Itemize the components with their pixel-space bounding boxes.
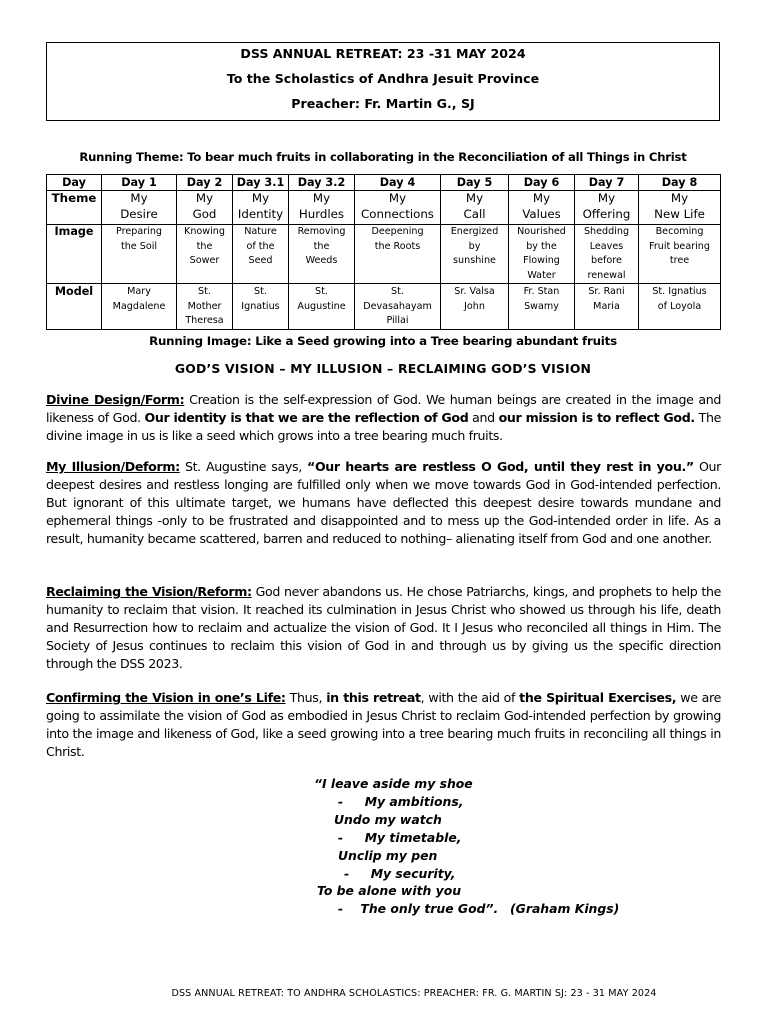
table-cell-theme: My God bbox=[177, 191, 233, 225]
table-cell-model: Sr. Rani Maria bbox=[575, 284, 639, 330]
table-cell-image: Removing the Weeds bbox=[289, 225, 355, 284]
paragraph-emphasis: the Spiritual Exercises, bbox=[519, 690, 677, 705]
table-cell-image: Becoming Fruit bearing tree bbox=[639, 225, 721, 284]
title-box bbox=[46, 42, 720, 121]
row-label-model: Model bbox=[47, 284, 102, 330]
table-row-image bbox=[47, 225, 721, 284]
running-theme: Running Theme: To bear much fruits in collaborating in the Reconciliation of all Things in Christ bbox=[79, 150, 687, 164]
table-cell-theme: My Call bbox=[441, 191, 509, 225]
poem-line: “I leave aside my shoe bbox=[314, 776, 473, 791]
table-cell-day: Day 8 bbox=[639, 175, 721, 191]
paragraph-text: The divine image in us is like a seed which grows into a tree bearing much fruits. bbox=[46, 410, 722, 444]
paragraph-text: Creation is the self-expression of God. We human beings are created in the image and likeness of God. bbox=[46, 392, 722, 426]
table-row-model bbox=[47, 284, 721, 330]
table-cell-image: Energized by sunshine bbox=[441, 225, 509, 284]
table-cell-model: St. Ignatius bbox=[233, 284, 289, 330]
poem-line: - My timetable, bbox=[338, 830, 462, 845]
table-cell-model: Fr. Stan Swamy bbox=[509, 284, 575, 330]
paragraph-text: Thus, bbox=[285, 690, 327, 705]
table-cell-day: Day 6 bbox=[509, 175, 575, 191]
table-cell-image: Shedding Leaves before renewal bbox=[575, 225, 639, 284]
table-cell-day: Day 4 bbox=[355, 175, 441, 191]
paragraph-emphasis: our mission is to reflect God. bbox=[498, 410, 695, 426]
augustine-quote: “Our hearts are restless O God, until they rest in you.” bbox=[307, 459, 694, 474]
table-cell-day: Day 3.1 bbox=[233, 175, 289, 191]
table-cell-theme: My Desire bbox=[102, 191, 177, 225]
paragraph-text: God never abandons us. He chose Patriarchs, kings, and prophets to help the humanity to reclaim that vision. It reached its culmination in Jesus Christ who showed us through his life, death and Resurrection how to reclaim and actualize the vision of God. It I Jesus who reconciled all things in Him. The Society of Jesus continues to reclaim this vision of God in and through us by giving us the specific direction through the DSS 2023. bbox=[46, 584, 721, 672]
poem-attribution: (Graham Kings) bbox=[510, 901, 620, 916]
table-row-day bbox=[47, 175, 721, 191]
table-cell-theme: My Values bbox=[509, 191, 575, 225]
table-cell-day: Day 1 bbox=[102, 175, 177, 191]
table-cell-image: Deepening the Roots bbox=[355, 225, 441, 284]
poem-line: Unclip my pen bbox=[338, 848, 438, 863]
table-cell-model: St. Augustine bbox=[289, 284, 355, 330]
paragraph-confirming bbox=[46, 689, 721, 761]
paragraph-text: Our deepest desires and restless longing are fulfilled only when we move towards God in God-intended perfection. But ignorant of this ultimate target, we humans have deflected this deepest desire towards mundane and ephemeral things -only to be frustrated and disappointed and to mess up the God-intended order in life. As a result, humanity became scattered, barren and reduced to nothing– alienating itself from God and one another. bbox=[46, 459, 721, 547]
poem-line: - The only true God”. bbox=[338, 901, 499, 916]
paragraph-heading: My Illusion/Deform: bbox=[46, 459, 180, 474]
paragraph-heading: Reclaiming the Vision/Reform: bbox=[46, 584, 252, 599]
poem-line: To be alone with you bbox=[317, 883, 462, 898]
table-cell-model: Sr. Valsa John bbox=[441, 284, 509, 330]
row-label-image: Image bbox=[47, 225, 102, 284]
table-cell-theme: My Connections bbox=[355, 191, 441, 225]
audience-line: To the Scholastics of Andhra Jesuit Province bbox=[226, 71, 540, 86]
paragraph-emphasis: in this retreat bbox=[326, 690, 421, 705]
paragraph-reclaiming bbox=[46, 583, 721, 673]
paragraph-text: and bbox=[468, 410, 499, 426]
poem-line: - My security, bbox=[344, 866, 456, 881]
section-title: GOD’S VISION – MY ILLUSION – RECLAIMING GOD’S VISION bbox=[174, 361, 592, 376]
table-cell-day: Day 7 bbox=[575, 175, 639, 191]
table-cell-theme: My Offering bbox=[575, 191, 639, 225]
table-cell-theme: My Hurdles bbox=[289, 191, 355, 225]
table-cell-day: Day 3.2 bbox=[289, 175, 355, 191]
paragraph-text: we are going to assimilate the vision of God as embodied in Jesus Christ to reclaim God-intended perfection by growing into the image and likeness of God, like a seed growing into a tree bearing much fruits in reconciling all things in Christ. bbox=[46, 690, 721, 760]
poem-line: Undo my watch bbox=[334, 812, 442, 827]
table-cell-image: Nourished by the Flowing Water bbox=[509, 225, 575, 284]
table-cell-image: Nature of the Seed bbox=[233, 225, 289, 284]
schedule-table bbox=[46, 174, 721, 330]
running-image: Running Image: Like a Seed growing into a Tree bearing abundant fruits bbox=[149, 334, 617, 348]
table-cell-image: Knowing the Sower bbox=[177, 225, 233, 284]
table-cell-image: Preparing the Soil bbox=[102, 225, 177, 284]
table-cell-model: St. Mother Theresa bbox=[177, 284, 233, 330]
table-cell-day: Day 5 bbox=[441, 175, 509, 191]
paragraph-divine-design bbox=[46, 391, 721, 445]
paragraph-heading: Divine Design/Form: bbox=[46, 392, 185, 407]
paragraph-emphasis: Our identity is that we are the reflection of God bbox=[144, 410, 469, 426]
table-cell-day: Day 2 bbox=[177, 175, 233, 191]
paragraph-my-illusion bbox=[46, 458, 721, 548]
table-cell-model: St. Ignatius of Loyola bbox=[639, 284, 721, 330]
page-footer: DSS ANNUAL RETREAT: TO ANDHRA SCHOLASTICS: PREACHER: FR. G. MARTIN SJ: 23 - 31 MAY 2024 bbox=[171, 988, 657, 999]
preacher-line: Preacher: Fr. Martin G., SJ bbox=[291, 96, 475, 111]
row-label-theme: Theme bbox=[47, 191, 102, 225]
paragraph-text: , with the aid of bbox=[420, 690, 520, 705]
paragraph-text: St. Augustine says, bbox=[179, 459, 308, 474]
paragraph-heading: Confirming the Vision in one’s Life: bbox=[46, 690, 286, 705]
table-row-theme bbox=[47, 191, 721, 225]
retreat-title: DSS ANNUAL RETREAT: 23 -31 MAY 2024 bbox=[240, 46, 526, 61]
table-cell-model: Mary Magdalene bbox=[102, 284, 177, 330]
table-cell-theme: My Identity bbox=[233, 191, 289, 225]
row-label-day: Day bbox=[47, 175, 102, 191]
table-cell-model: St. Devasahayam Pillai bbox=[355, 284, 441, 330]
table-cell-theme: My New Life bbox=[639, 191, 721, 225]
poem-line: - My ambitions, bbox=[338, 794, 464, 809]
